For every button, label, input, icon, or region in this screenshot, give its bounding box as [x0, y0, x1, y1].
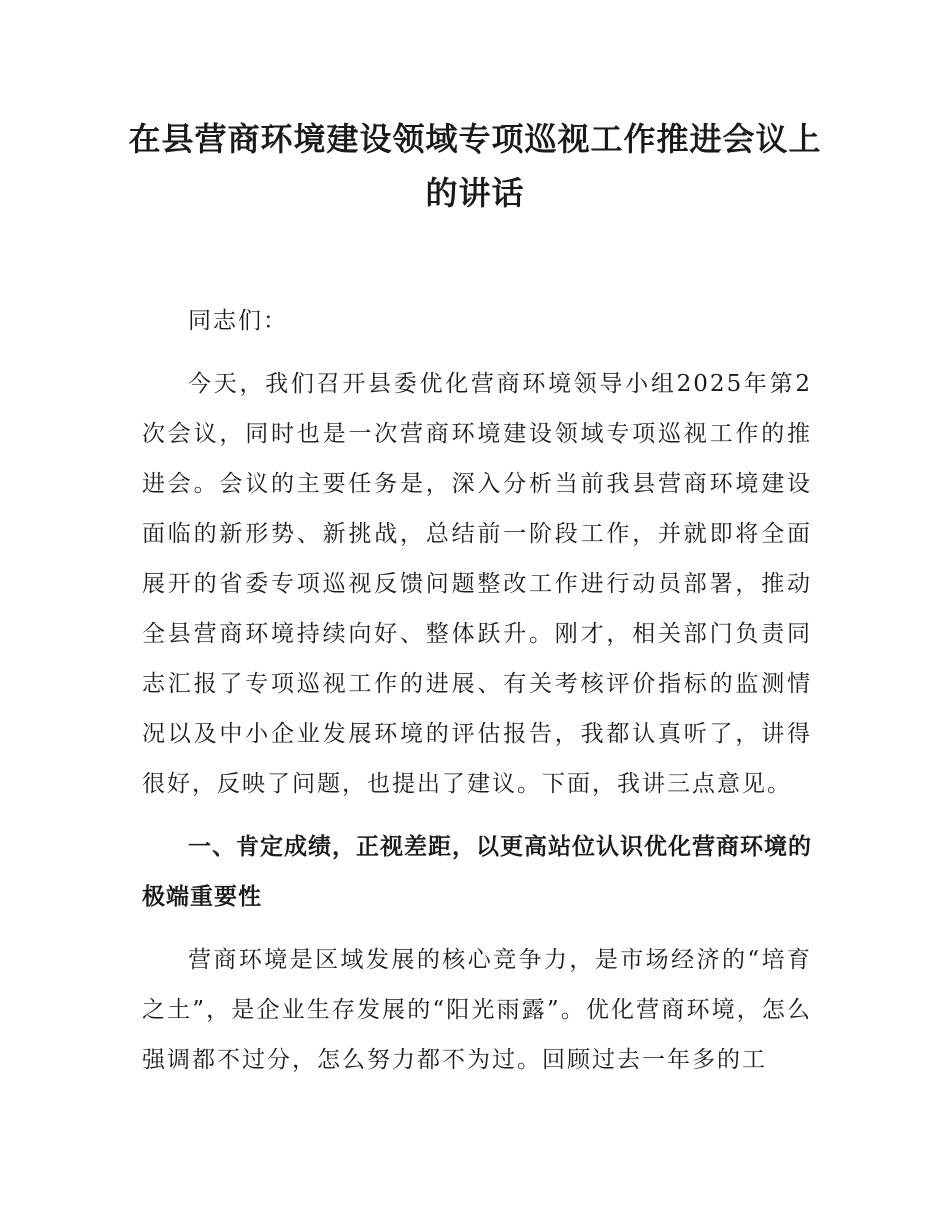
- document-body: [142, 296, 812, 1098]
- document-title: 在县营商环境建设领域专项巡视工作推进会议上的讲话: [128, 120, 822, 212]
- section-heading: 一、肯定成绩，正视差距，以更高站位认识优化营商环境的极端重要性: [142, 834, 812, 910]
- salutation: 同志们：: [188, 308, 288, 334]
- opening-paragraph: 今天，我们召开县委优化营商环境领导小组2025年第2次会议，同时也是一次营商环境建设领域专项巡视工作的推进会。会议的主要任务是，深入分析当前我县营商环境建设面临的新形势、新挑战，总结前一阶段工作，并就即将全面展开的省委专项巡视反馈问题整改工作进行动员部署，推动全县营商环境持续向好、整体跃升。刚才，相关部门负责同志汇报了专项巡视工作的进展、有关考核评价指标的监测情况以及中小企业发展环境的评估报告，我都认真听了，讲得很好，反映了问题，也提出了建议。下面，我讲三点意见。: [142, 371, 812, 797]
- section-paragraph: 营商环境是区域发展的核心竞争力，是市场经济的“培育之土”，是企业生存发展的“阳光雨露”。优化营商环境，怎么强调都不过分，怎么努力都不为过。回顾过去一年多的工: [142, 947, 812, 1073]
